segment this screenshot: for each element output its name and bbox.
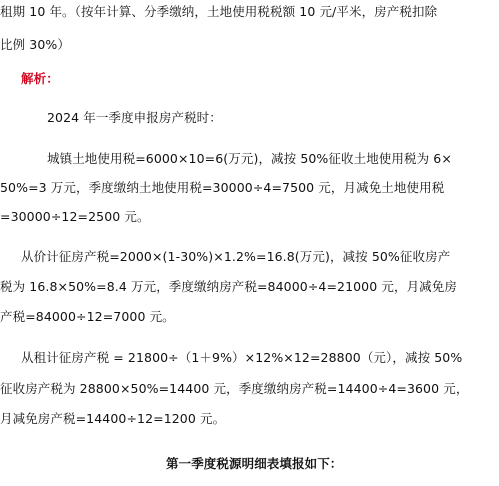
analysis-label: 解析：	[21, 71, 59, 86]
value-tax-line-1: 从价计征房产税=2000×(1-30%)×1.2%=16.8(万元)，减按 50%征收房产	[21, 249, 451, 264]
land-tax-line-3: =30000÷12=2500 元。	[0, 209, 150, 224]
value-tax-line-3: 产税=84000÷12=7000 元。	[0, 309, 175, 324]
rent-tax-line-1: 从租计征房产税 = 21800÷（1＋9%）×12%×12=28800（元），减按 50%	[21, 350, 463, 365]
rent-tax-line-3: 月减免房产税=14400÷12=1200 元。	[0, 411, 226, 426]
land-tax-line-1: 城镇土地使用税=6000×10=6(万元)，减按 50%征收土地使用税为 6×	[47, 151, 452, 166]
table-heading: 第一季度税源明细表填报如下：	[166, 456, 343, 471]
land-tax-line-2: 50%=3 万元，季度缴纳土地使用税=30000÷4=7500 元，月减免土地使用税	[0, 180, 445, 195]
q1-heading: 2024 年一季度申报房产税时：	[47, 110, 222, 125]
intro-line-2: 比例 30%）	[0, 37, 70, 52]
rent-tax-line-2: 征收房产税为 28800×50%=14400 元，季度缴纳房产税=14400÷4=3600 元，	[0, 381, 469, 396]
value-tax-line-2: 税为 16.8×50%=8.4 万元，季度缴纳房产税=84000÷4=21000 元，月减免房	[0, 279, 457, 294]
intro-line-1: 租期 10 年。（按年计算、分季缴纳，土地使用税税额 10 元/平米，房产税扣除	[0, 4, 438, 19]
